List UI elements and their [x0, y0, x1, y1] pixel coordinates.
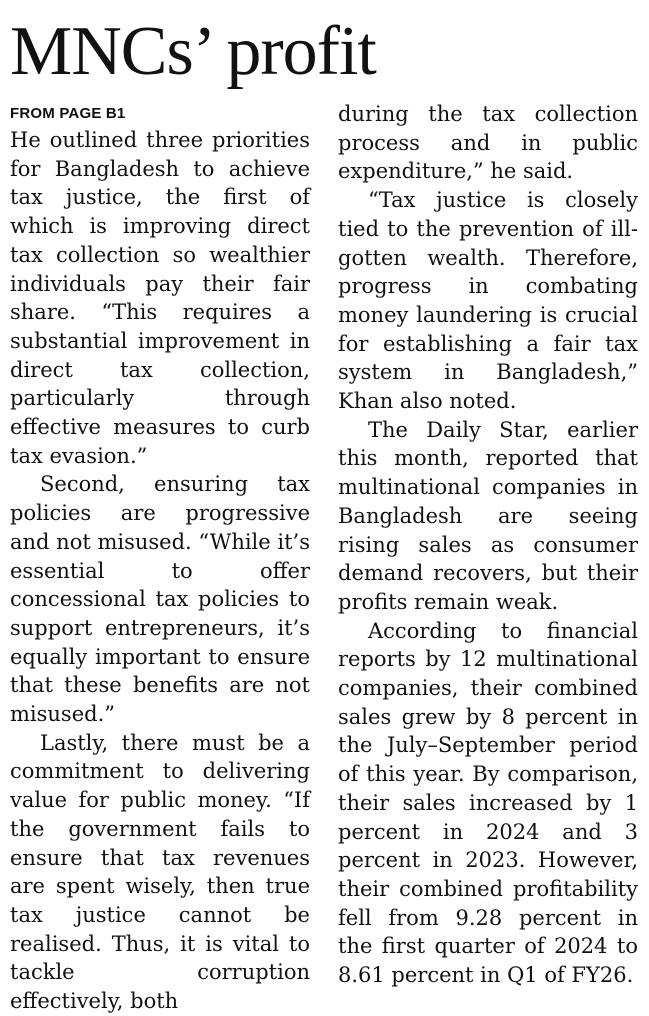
article-column-right	[338, 100, 638, 990]
paragraph-daily-star-report: The Daily Star, earlier this month, reported that multinational companies in Bangladesh are seeing rising sales as consumer demand recovers, but their profits remain weak.	[338, 417, 638, 614]
paragraph-third-priority: Lastly, there must be a commitment to delivering value for public money. “If the government fails to ensure that tax revenues are spent wisely, then true tax justice cannot be realised. Thus, it is vital to tackle corruption effectively, both	[10, 730, 310, 1014]
paragraph-second-priority: Second, ensuring tax policies are progressive and not misused. “While it’s essential to offer concessional tax policies to support entrepreneurs, it’s equally important to ensure that these benefits are not misused.”	[10, 472, 310, 727]
paragraph-continuation: during the tax collection process and in public expenditure,” he said.	[338, 102, 638, 184]
paragraph-priorities: He outlined three priorities for Bangladesh to achieve tax justice, the first of which is improving direct tax collection so wealthier individuals pay their fair share. “This requires a substantial improvement in direct tax collection, particularly through effective measures to curb tax evasion.”	[10, 128, 310, 468]
paragraph-tax-justice-quote: “Tax justice is closely tied to the prevention of ill-gotten wealth. Therefore, progress in combating money laundering is crucial for establishing a fair tax system in Bangladesh,” Khan also noted.	[338, 188, 638, 414]
headline: MNCs’ profit	[10, 13, 376, 90]
article-column-left	[10, 100, 310, 1016]
paragraph-financial-reports: According to financial reports by 12 multinational companies, their combined sales grew by 8 percent in the July–September period of this year. By comparison, their sales increased by 1 percent in 2024 and 3 percent in 2023. However, their combined profitability fell from 9.28 percent in the first quarter of 2024 to 8.61 percent in Q1 of FY26.	[338, 618, 638, 988]
continuation-kicker: FROM PAGE B1	[10, 105, 126, 122]
